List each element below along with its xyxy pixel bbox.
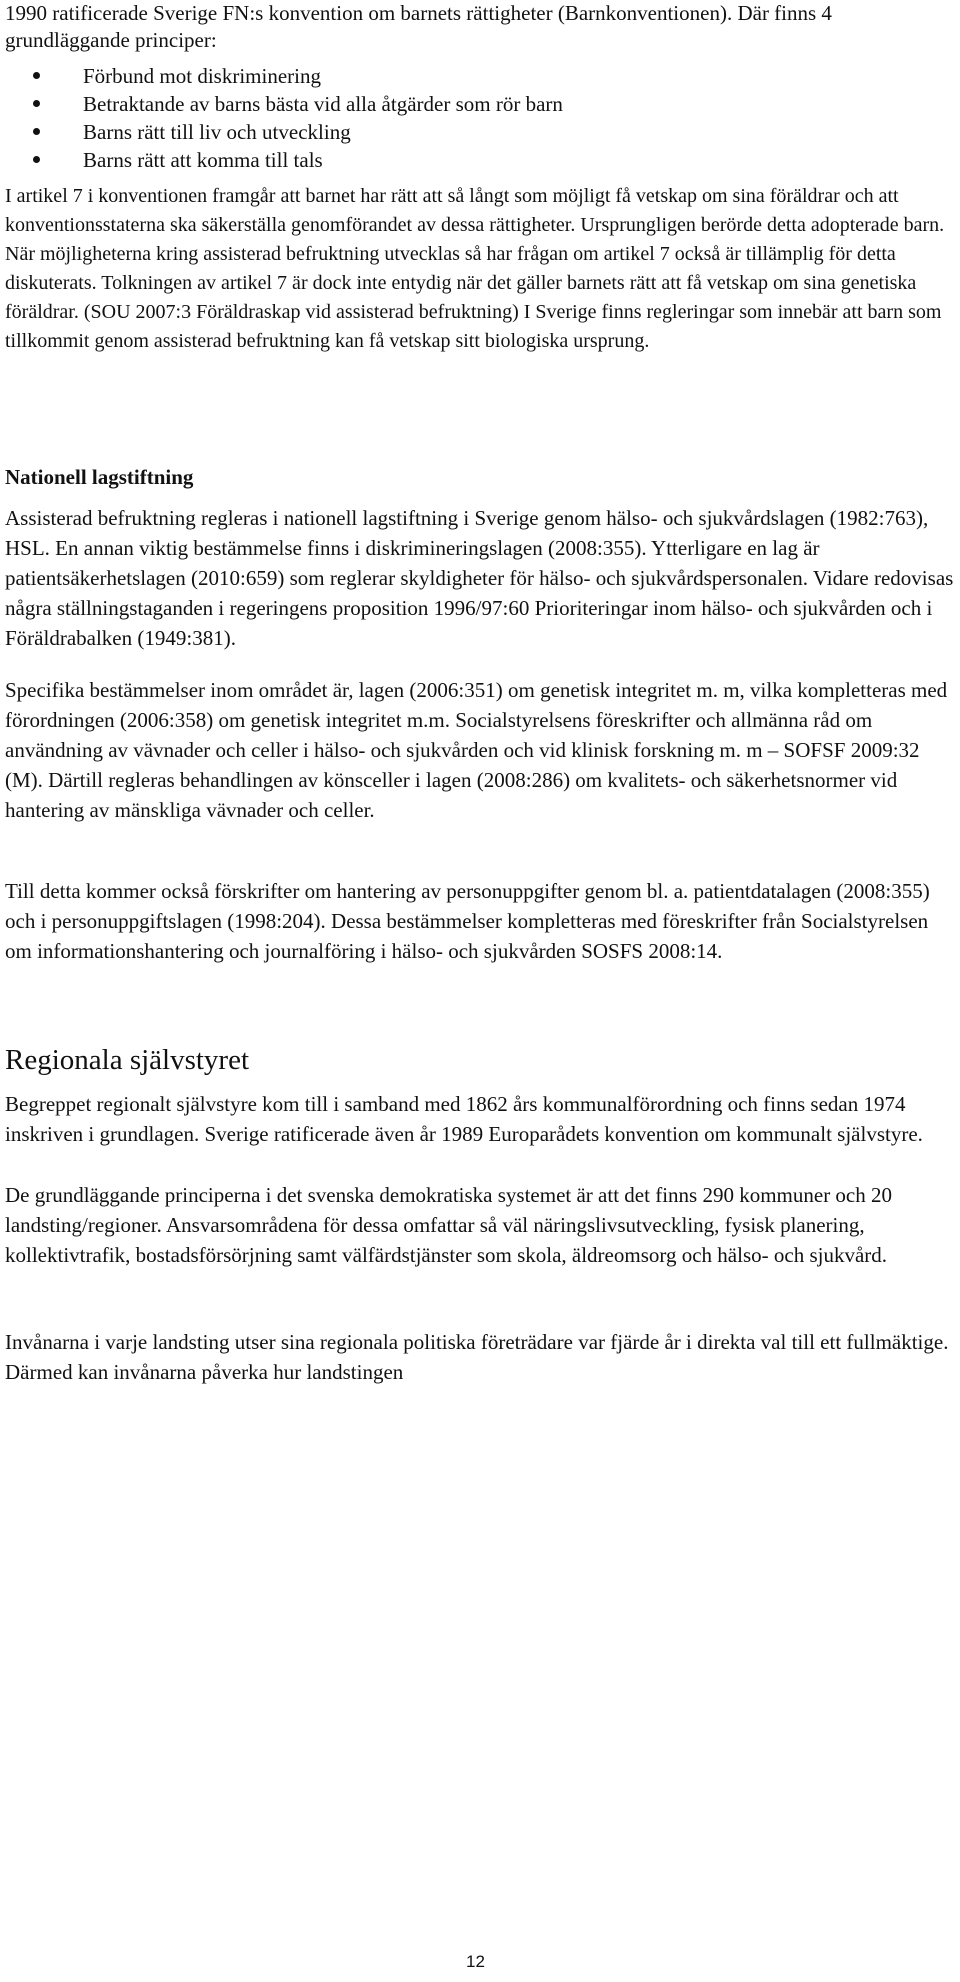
- list-item: [5, 146, 563, 174]
- national-paragraph-1: Assisterad befruktning regleras i nationell lagstiftning i Sverige genom hälso- och sjukvårdslagen (1982:763), HSL. En annan viktig bestämmelse finns i diskrimineringslagen (2008:355). Ytterligare en lag är patientsäkerhetslagen (2010:659) som reglerar skyldigheter för hälso- och sjukvårdspersonalen. Vidare redovisas några ställningstaganden i regeringens proposition 1996/97:60 Prioriteringar inom hälso- och sjukvården och i Föräldrabalken (1949:381).: [5, 506, 954, 650]
- bullet-icon: [33, 156, 40, 163]
- list-item: [5, 90, 563, 118]
- section-heading-national: Nationell lagstiftning: [5, 465, 194, 489]
- article7-paragraph: I artikel 7 i konventionen framgår att barnet har rätt att så långt som möjligt få vetskap om sina föräldrar och att konventionsstaterna ska säkerställa genomförandet av dessa rättigheter. Ursprungligen berörde detta adopterade barn. När möjligheterna kring assisterad befruktning utvecklas så har frågan om artikel 7 också är tillämplig för detta diskuterats. Tolkningen av artikel 7 är dock inte entydig när det gäller barnets rätt att få vetskap om sina genetiska föräldrar. (SOU 2007:3 Föräldraskap vid assisterad befruktning) I Sverige finns regleringar som innebär att barn som tillkommit genom assisterad befruktning kan få vetskap sitt biologiska ursprung.: [5, 185, 945, 352]
- regional-paragraph-2: De grundläggande principerna i det svenska demokratiska systemet är att det finns 290 kommuner och 20 landsting/regioner. Ansvarsområdena för dessa omfattar så väl näringslivsutveckling, fysisk planering, kollektivtrafik, bostadsförsörjning samt välfärdstjänster som skola, äldreomsorg och hälso- och sjukvård.: [5, 1183, 893, 1267]
- national-paragraph-3: Till detta kommer också förskrifter om hantering av personuppgifter genom bl. a. patientdatalagen (2008:355) och i personuppgiftslagen (1998:204). Dessa bestämmelser kompletteras med föreskrifter från Socialstyrelsen om informationshantering och journalföring i hälso- och sjukvården SOSFS 2008:14.: [5, 879, 930, 963]
- regional-paragraph-1: Begreppet regionalt självstyre kom till i samband med 1862 års kommunalförordning och finns sedan 1974 inskriven i grundlagen. Sverige ratificerade även år 1989 Europarådets konvention om kommunalt självstyre.: [5, 1092, 923, 1146]
- regional-paragraph-3: Invånarna i varje landsting utser sina regionala politiska företrädare var fjärde år i direkta val till ett fullmäktige. Därmed kan invånarna påverka hur landstingen: [5, 1330, 949, 1384]
- bullet-icon: [33, 100, 40, 107]
- principle-text: Betraktande av barns bästa vid alla åtgärder som rör barn: [83, 92, 563, 116]
- list-item: [5, 62, 563, 90]
- principles-list: [5, 62, 563, 174]
- bullet-icon: [33, 128, 40, 135]
- principle-text: Barns rätt att komma till tals: [83, 148, 323, 172]
- list-item: [5, 118, 563, 146]
- national-paragraph-2: Specifika bestämmelser inom området är, lagen (2006:351) om genetisk integritet m. m, vilka kompletteras med förordningen (2006:358) om genetisk integritet m.m. Socialstyrelsens föreskrifter och allmänna råd om användning av vävnader och celler i hälso- och sjukvården och vid klinisk forskning m. m – SOFSF 2009:32 (M). Därtill regleras behandlingen av könsceller i lagen (2008:286) om kvalitets- och säkerhetsnormer vid hantering av mänskliga vävnader och celler.: [5, 678, 948, 822]
- principle-text: Förbund mot diskriminering: [83, 64, 321, 88]
- section-heading-regional: Regionala självstyret: [5, 1044, 250, 1076]
- intro-paragraph: 1990 ratificerade Sverige FN:s konvention om barnets rättigheter (Barnkonventionen). Där finns 4 grundläggande principer:: [5, 1, 832, 52]
- principle-text: Barns rätt till liv och utveckling: [83, 120, 351, 144]
- page-number: 12: [466, 1952, 485, 1971]
- bullet-icon: [33, 72, 40, 79]
